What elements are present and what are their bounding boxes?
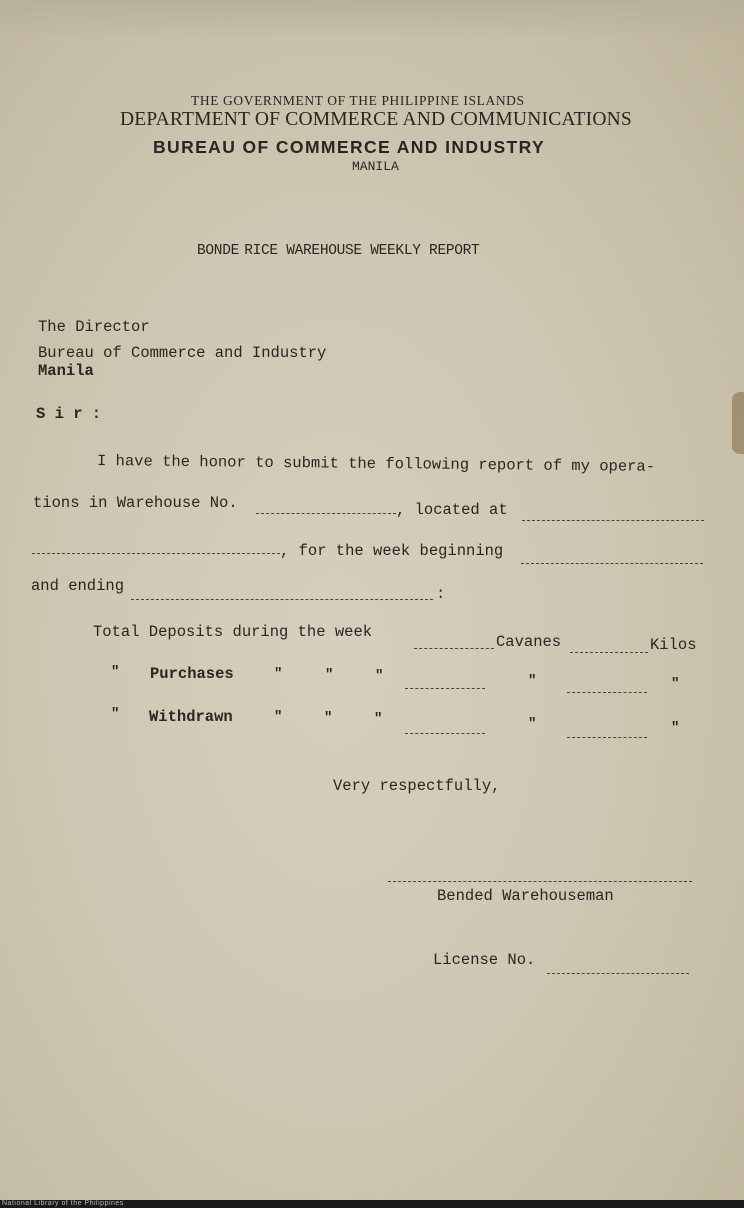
deposits-kilos-blank[interactable] (570, 652, 648, 653)
withdrawn-ditto-3: " (324, 710, 333, 726)
license-number-blank[interactable] (547, 973, 689, 974)
header-bureau: BUREAU OF COMMERCE AND INDUSTRY (153, 137, 546, 157)
body-line-4-a: and ending (31, 577, 125, 595)
deposits-kilos-label: Kilos (650, 636, 697, 654)
warehouse-number-blank[interactable] (256, 513, 396, 514)
address-line-3: Manila (38, 362, 94, 380)
purchases-label: Purchases (150, 665, 234, 683)
header-government: THE GOVERNMENT OF THE PHILIPPINE ISLANDS (191, 93, 525, 108)
purchases-cavanes-blank[interactable] (405, 688, 485, 689)
body-line-3-b: , for the week beginning (280, 542, 504, 560)
withdrawn-kilos-blank[interactable] (567, 737, 647, 738)
purchases-ditto-4: " (375, 668, 384, 684)
purchases-ditto-3: " (325, 667, 334, 683)
withdrawn-ditto-1: " (111, 706, 120, 722)
footer-credit: National Library of the Philippines (2, 1200, 124, 1207)
withdrawn-ditto-6: " (671, 720, 680, 736)
purchases-ditto-5: " (528, 673, 537, 689)
body-line-2-a: tions in Warehouse No. (33, 494, 238, 512)
purchases-ditto-1: " (111, 664, 120, 680)
closing: Very respectfully, (333, 777, 501, 795)
deposits-cavanes-label: Cavanes (496, 633, 562, 651)
body-line-2-b: , located at (396, 501, 508, 519)
body-line-4-b: : (436, 585, 446, 603)
week-ending-blank[interactable] (131, 599, 433, 600)
withdrawn-label: Withdrawn (149, 708, 233, 726)
address-line-1: The Director (38, 318, 150, 336)
header-city: MANILA (352, 159, 399, 174)
address-line-2: Bureau of Commerce and Industry (38, 344, 327, 362)
signature-label: Bended Warehouseman (437, 887, 614, 905)
purchases-kilos-blank[interactable] (567, 692, 647, 693)
signature-line[interactable] (388, 881, 692, 882)
week-beginning-blank[interactable] (521, 563, 703, 564)
license-label: License No. (433, 951, 536, 969)
withdrawn-cavanes-blank[interactable] (405, 733, 485, 734)
header-department: DEPARTMENT OF COMMERCE AND COMMUNICATIONS (120, 109, 632, 130)
body-line-1: I have the honor to submit the following report of my opera- (96, 452, 656, 476)
page-tear-mark (732, 392, 744, 454)
salutation: S i r : (36, 405, 102, 423)
report-title: BONDE RICE WAREHOUSE WEEKLY REPORT (197, 243, 480, 259)
location-blank-1[interactable] (522, 520, 704, 521)
deposits-cavanes-blank[interactable] (414, 648, 494, 649)
withdrawn-ditto-5: " (528, 716, 537, 732)
location-blank-2[interactable] (32, 553, 280, 554)
withdrawn-ditto-4: " (374, 711, 383, 727)
purchases-ditto-2: " (274, 666, 283, 682)
withdrawn-ditto-2: " (274, 709, 283, 725)
deposits-label: Total Deposits during the week (93, 623, 373, 641)
purchases-ditto-6: " (671, 676, 680, 692)
